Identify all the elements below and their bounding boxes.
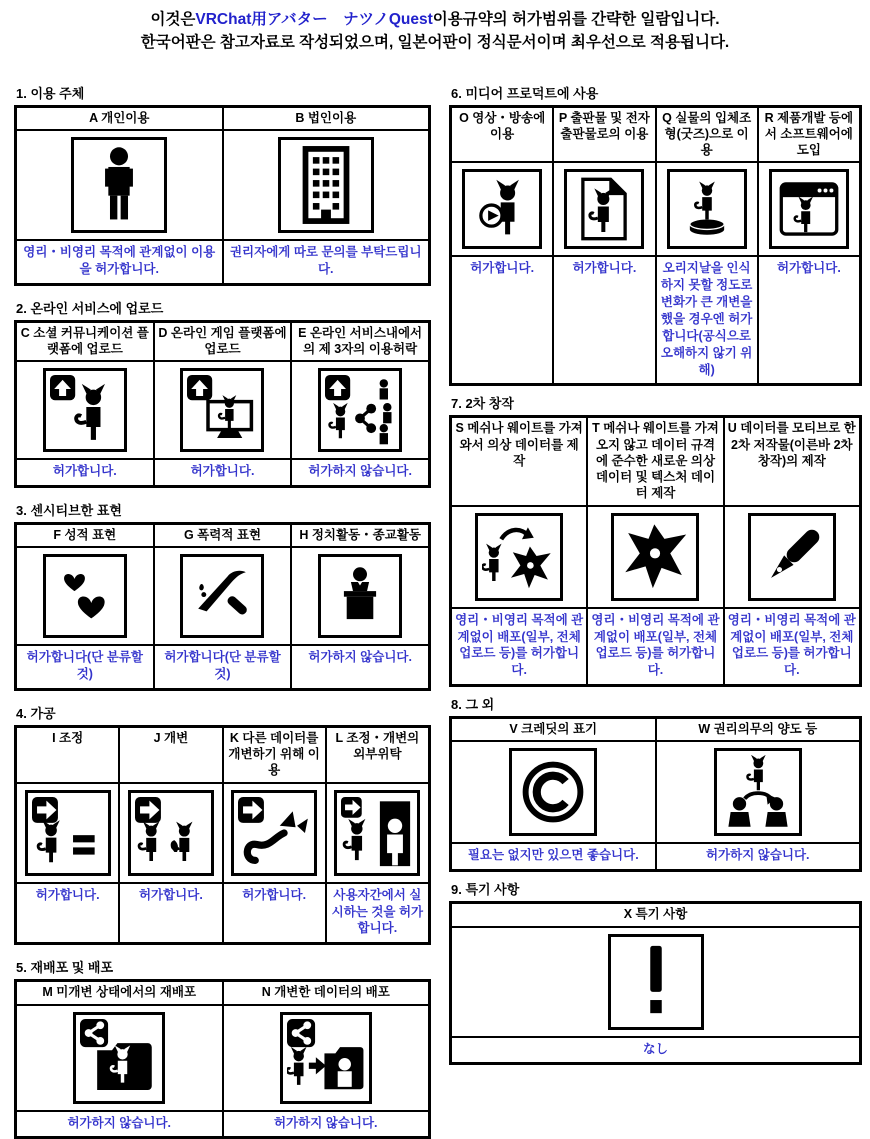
- section-table: [14, 522, 431, 691]
- figurine-icon: [667, 169, 747, 249]
- cell-answer: 허가합니다(단 분류할 것): [17, 646, 153, 688]
- icon-cell: [155, 548, 291, 644]
- icon-cell: [657, 163, 757, 255]
- mesh-costume-icon: [475, 513, 563, 601]
- cell-answer: 허가하지 않습니다.: [292, 460, 428, 485]
- cell-answer: 영리・비영리 목적에 관계없이 배포(일부, 전체업로드 등)를 허가합니다.: [588, 609, 722, 685]
- cell-answer: 허가합니다.: [452, 257, 552, 383]
- outsource-icon: [334, 790, 420, 876]
- transfer-icon: [714, 748, 802, 836]
- building-icon: [278, 137, 374, 233]
- section-table: [14, 105, 431, 286]
- cell-header: V 크레딧의 표기: [452, 719, 655, 740]
- icon-cell: [452, 163, 552, 255]
- section-label: 9. 특기 사항: [451, 879, 862, 898]
- podium-icon: [318, 554, 402, 638]
- section-processing: [14, 703, 431, 945]
- cell-answer: 오리지날을 인식하지 못할 정도로 변화가 큰 개변을 했을 경우엔 허가합니다(공식으로 오해하지 않기 위해): [657, 257, 757, 383]
- modify-icon: [128, 790, 214, 876]
- title-line2: 한국어판은 참고자료로 작성되었으며, 일본어판이 정식문서이며 최우선으로 적용됩니다.: [0, 31, 870, 54]
- adjust-icon: [25, 790, 111, 876]
- icon-cell: [657, 742, 860, 842]
- cell-answer: 허가하지 않습니다.: [292, 646, 428, 688]
- cell-answer: 영리・비영리 목적에 관계없이 배포(일부, 전체업로드 등)를 허가합니다.: [725, 609, 859, 685]
- section-label: 4. 가공: [16, 703, 431, 722]
- hearts-icon: [43, 554, 127, 638]
- icon-cell: [554, 163, 654, 255]
- cell-header: B 법인이용: [224, 108, 429, 129]
- cell-answer: 사용자간에서 실시하는 것을 허가합니다.: [327, 884, 428, 943]
- icon-cell: [120, 784, 221, 882]
- cell-header: F 성적 표현: [17, 525, 153, 546]
- cell-answer: 허가하지 않습니다.: [17, 1112, 222, 1137]
- icon-cell: [17, 548, 153, 644]
- cell-header: I 조정: [17, 728, 118, 782]
- cell-header: O 영상・방송에 이용: [452, 108, 552, 162]
- icon-cell: [759, 163, 859, 255]
- cell-answer: 허가하지 않습니다.: [224, 1112, 429, 1137]
- section-table: [14, 725, 431, 945]
- section-media-products: [449, 83, 862, 387]
- cell-header: X 특기 사항: [452, 904, 859, 925]
- cell-answer: 허가합니다(단 분류할 것): [155, 646, 291, 688]
- content-columns: [0, 83, 870, 1139]
- section-table: [449, 716, 862, 872]
- icon-cell: [588, 507, 722, 607]
- copyright-icon: [509, 748, 597, 836]
- icon-cell: [327, 784, 428, 882]
- upload-game-icon: [180, 368, 264, 452]
- cell-header: N 개변한 데이터의 배포: [224, 982, 429, 1003]
- redistribute-icon: [73, 1012, 165, 1104]
- section-label: 1. 이용 주체: [16, 83, 431, 102]
- section-label: 2. 온라인 서비스에 업로드: [16, 298, 431, 317]
- distribute-modified-icon: [280, 1012, 372, 1104]
- page-title: [0, 8, 870, 55]
- title-line1-suffix: 이용규약의 허가범위를 간략한 일람입니다.: [433, 11, 720, 28]
- exclamation-icon: [608, 934, 704, 1030]
- upload-third-party-icon: [318, 368, 402, 452]
- section-derivative-works: [449, 393, 862, 687]
- cell-header: E 온라인 서비스내에서의 제 3자의 이용허락: [292, 323, 428, 361]
- section-sensitive-expression: [14, 500, 431, 691]
- icon-cell: [17, 131, 222, 239]
- cell-answer: 허가합니다.: [155, 460, 291, 485]
- icon-cell: [224, 131, 429, 239]
- cell-answer: 허가합니다.: [759, 257, 859, 383]
- section-label: 6. 미디어 프로덕트에 사용: [451, 83, 862, 102]
- title-line1-prefix: 이것은: [150, 11, 195, 28]
- cell-answer: 허가합니다.: [554, 257, 654, 383]
- title-highlight: VRChat用アバター ナツノQuest: [195, 11, 432, 28]
- left-column: [14, 83, 431, 1139]
- section-table: [14, 979, 431, 1139]
- section-table: [449, 105, 862, 387]
- person-icon: [71, 137, 167, 233]
- title-line1: [0, 8, 870, 31]
- cell-header: D 온라인 게임 플랫폼에 업로드: [155, 323, 291, 361]
- cell-header: Q 실물의 입체조형(굿즈)으로 이용: [657, 108, 757, 162]
- icon-cell: [224, 1006, 429, 1110]
- section-special-notes: [449, 879, 862, 1065]
- icon-cell: [17, 1006, 222, 1110]
- section-label: 7. 2차 창작: [451, 393, 862, 412]
- right-column: [449, 83, 862, 1139]
- icon-cell: [17, 784, 118, 882]
- pen-icon: [748, 513, 836, 601]
- cell-answer: 필요는 없지만 있으면 좋습니다.: [452, 844, 655, 869]
- section-table: [449, 415, 862, 687]
- section-label: 8. 그 외: [451, 694, 862, 713]
- software-icon: [769, 169, 849, 249]
- cell-header: W 권리의무의 양도 등: [657, 719, 860, 740]
- cell-header: M 미개변 상태에서의 재배포: [17, 982, 222, 1003]
- section-online-upload: [14, 298, 431, 488]
- section-label: 3. 센시티브한 표현: [16, 500, 431, 519]
- cell-header: K 다른 데이터를 개변하기 위해 이용: [224, 728, 325, 782]
- publication-icon: [564, 169, 644, 249]
- cell-answer: 영리・비영리 목적에 관계없이 배포(일부, 전체업로드 등)를 허가합니다.: [452, 609, 586, 685]
- section-others: [449, 694, 862, 872]
- cell-header: H 정치활동・종교활동: [292, 525, 428, 546]
- cell-answer: 권리자에게 따로 문의를 부탁드립니다.: [224, 241, 429, 283]
- new-costume-icon: [611, 513, 699, 601]
- icon-cell: [452, 742, 655, 842]
- cell-header: U 데이터를 모티브로 한 2차 저작물(이른바 2차 창작)의 제작: [725, 418, 859, 504]
- section-label: 5. 재배포 및 배포: [16, 957, 431, 976]
- parts-icon: [231, 790, 317, 876]
- cell-answer: 허가합니다.: [17, 460, 153, 485]
- cell-answer: 허가합니다.: [120, 884, 221, 943]
- icon-cell: [292, 548, 428, 644]
- icon-cell: [17, 362, 153, 458]
- icon-cell: [224, 784, 325, 882]
- section-redistribution: [14, 957, 431, 1139]
- upload-social-icon: [43, 368, 127, 452]
- section-table: [449, 901, 862, 1065]
- section-table: [14, 320, 431, 488]
- icon-cell: [452, 507, 586, 607]
- icon-cell: [725, 507, 859, 607]
- icon-cell: [452, 928, 859, 1036]
- cell-header: J 개변: [120, 728, 221, 782]
- cell-answer: 허가합니다.: [224, 884, 325, 943]
- cell-answer: 허가하지 않습니다.: [657, 844, 860, 869]
- video-icon: [462, 169, 542, 249]
- cell-header: L 조정・개변의 외부위탁: [327, 728, 428, 782]
- cell-header: S 메쉬나 웨이트를 가져와서 의상 데이터를 제작: [452, 418, 586, 504]
- cell-answer: なし: [452, 1038, 859, 1063]
- cell-answer: 영리・비영리 목적에 관계없이 이용을 허가합니다.: [17, 241, 222, 283]
- knife-icon: [180, 554, 264, 638]
- cell-header: G 폭력적 표현: [155, 525, 291, 546]
- icon-cell: [155, 362, 291, 458]
- cell-header: P 출판물 및 전자출판물로의 이용: [554, 108, 654, 162]
- cell-header: A 개인이용: [17, 108, 222, 129]
- section-usage-subject: [14, 83, 431, 286]
- cell-header: T 메쉬나 웨이트를 가져오지 않고 데이터 규격에 준수한 새로운 의상 데이터 및 텍스처 데이터 제작: [588, 418, 722, 504]
- icon-cell: [292, 362, 428, 458]
- cell-answer: 허가합니다.: [17, 884, 118, 943]
- cell-header: C 소셜 커뮤니케이션 플랫폼에 업로드: [17, 323, 153, 361]
- cell-header: R 제품개발 등에서 소프트웨어에 도입: [759, 108, 859, 162]
